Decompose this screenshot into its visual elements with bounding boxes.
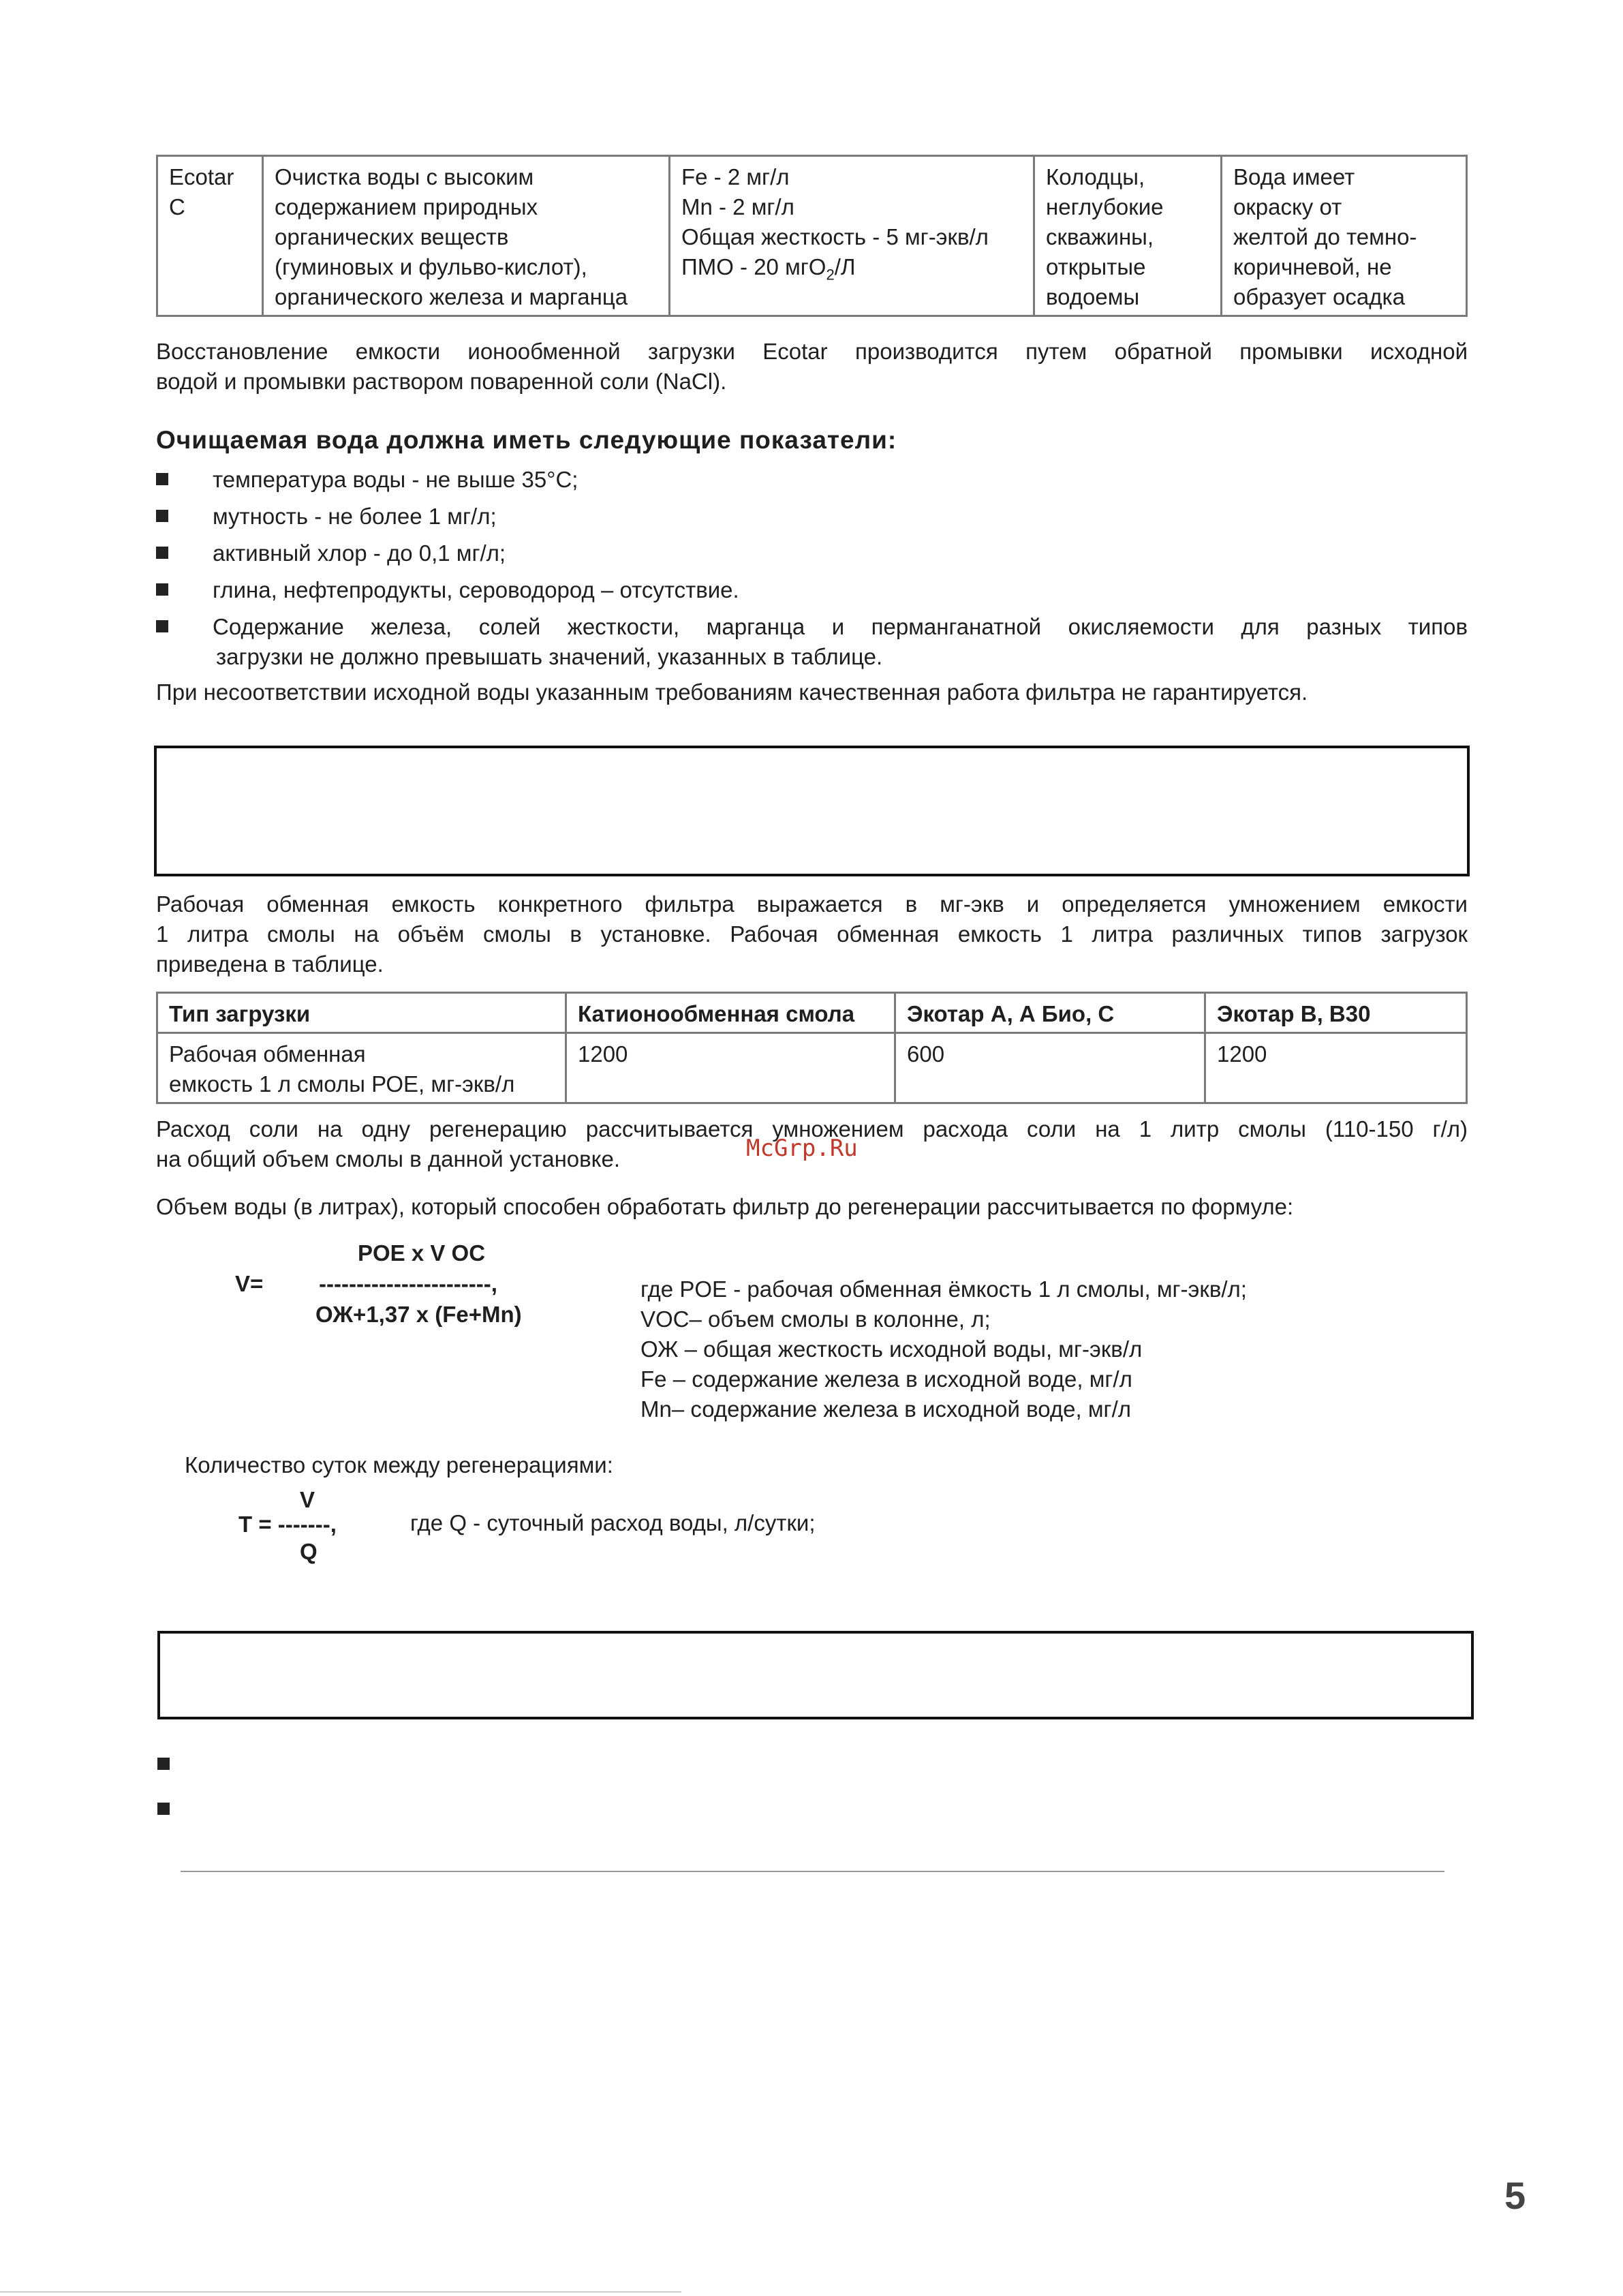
bullet-icon [156,473,168,485]
formula-t-legend: где Q - суточный расход воды, л/сутки; [410,1510,816,1535]
formula-t-lhs-bar: T = -------, [238,1512,337,1537]
bullet-icon [156,583,168,596]
table-row [157,1033,1467,1103]
days-intro: Количество суток между регенерациями: [185,1452,613,1478]
notice-box [157,1631,1474,1719]
table-row [157,156,1467,316]
table-cell-description: Вода имеет окраску от желтой до темно- коричневой, не образует осадка [1222,156,1467,316]
table-cell-type: Ecotar C [157,156,263,316]
pmo-limit: ПМО - 20 мгО$_2$/Л [681,254,856,284]
table-cell: 600 [895,1033,1205,1103]
requirements-heading: Очищаемая вода должна иметь следующие показатели: [156,426,897,454]
bullet-icon [157,1803,170,1815]
divider [181,1871,1444,1872]
table-cell-purpose: Очистка воды с высоким содержанием природных органических веществ (гуминовых и фульво-кислот), органического железа и марганца [263,156,670,316]
volume-intro: Объем воды (в литрах), который способен обработать фильтр до регенерации рассчитывается по формуле: [156,1194,1294,1219]
formula-v-legend: где POE - рабочая обменная ёмкость 1 л смолы, мг-экв/л; VOC– объем смолы в колонне, л; ОЖ – общая жесткость исходной воды, мг-экв/л Fe – содержание железа в исходной воде, мг/л Mn– содержание железа в исходной воде, мг/л [640,1276,1247,1422]
column-header: Тип загрузки [157,993,566,1033]
table-cell: 1200 [566,1033,895,1103]
formula-v-numerator: POE x V OC [358,1240,486,1266]
bullet-icon [156,547,168,559]
column-header: Катионообменная смола [566,993,895,1033]
column-header: Экотар В, В30 [1205,993,1467,1033]
column-header: Экотар А, А Био, С [895,993,1205,1033]
notice-box [154,746,1470,876]
list-item: активный хлор - до 0,1 мг/л; [156,538,1468,568]
salt-paragraph: Расход соли на одну регенерацию рассчитывается умножением расхода соли на 1 литр смолы (110-150 г/л) на общий объем смолы в данной установке. [156,1116,1468,1172]
table-cell-limits: Fe - 2 мг/л Mn - 2 мг/л Общая жесткость - 5 мг-экв/л ПМО - 20 мгО$_2$/Л [670,156,1034,316]
formula-v-bar: -----------------------, [319,1271,497,1296]
bullet-icon [157,1758,170,1770]
table-cell: 1200 [1205,1033,1467,1103]
table-header-row [157,993,1467,1033]
capacity-table [156,992,1468,1104]
list-item: Содержание железа, солей жесткости, марганца и перманганатной окисляемости для разных типов загрузки не должно превышать значений, указанных в таблице. [156,612,1468,675]
bottom-edge-line [0,2291,681,2293]
loading-types-table [156,155,1468,317]
formula-t-denominator: Q [300,1539,318,1564]
watermark: McGrp.Ru [746,1135,858,1162]
formula-v-denominator: ОЖ+1,37 х (Fe+Mn) [315,1302,522,1327]
formula-v-lhs: V= [235,1271,264,1296]
list-item: глина, нефтепродукты, сероводород – отсутствие. [156,575,1468,605]
page-number: 5 [1504,2174,1526,2217]
row-label: Рабочая обменная емкость 1 л смолы РОЕ, мг-экв/л [157,1033,566,1103]
list-item: мутность - не более 1 мг/л; [156,502,1468,532]
capacity-paragraph: Рабочая обменная емкость конкретного фильтра выражается в мг-экв и определяется умножением емкости 1 литра смолы на объём смолы в установке. Рабочая обменная емкость 1 литра различных типов загрузок приведена в таблице. [156,891,1468,977]
requirements-note: При несоответствии исходной воды указанным требованиям качественная работа фильтра не гарантируется. [156,679,1308,705]
bullet-icon [156,620,168,632]
bullet-icon [156,510,168,522]
regeneration-paragraph: Восстановление емкости ионообменной загрузки Ecotar производится путем обратной промывки исходной водой и промывки раствором поваренной соли (NaCl). [156,339,1468,394]
table-cell-sources: Колодцы, неглубокие скважины, открытые водоемы [1034,156,1222,316]
list-item: температура воды - не выше 35°С; [156,465,1468,495]
formula-t-numerator: V [300,1487,315,1512]
